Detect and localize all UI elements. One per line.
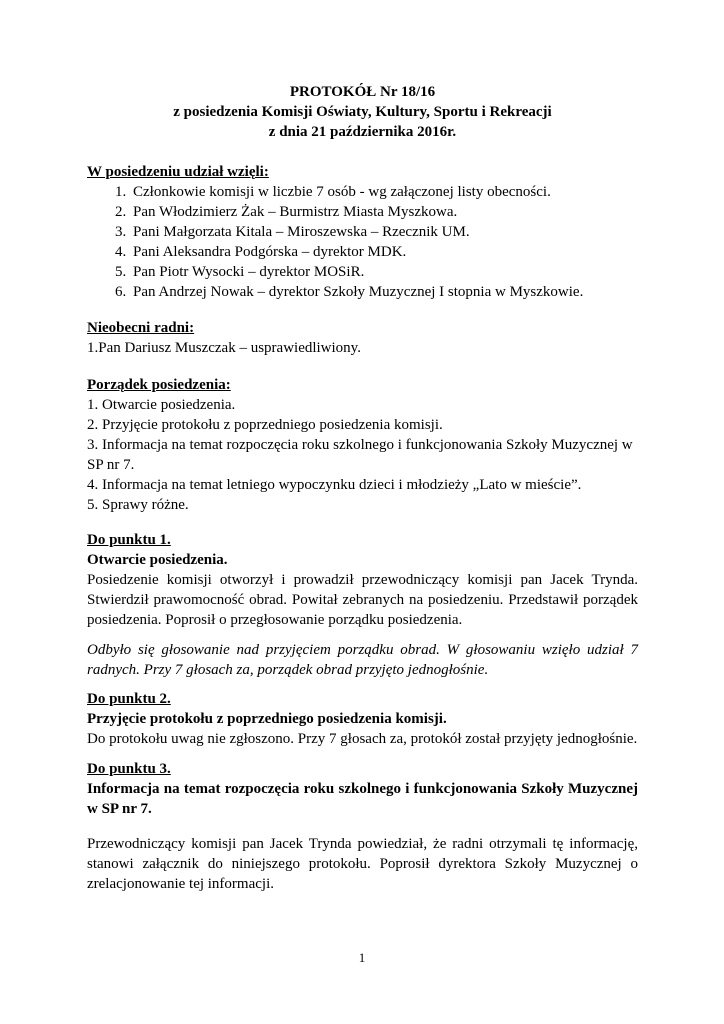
- title-line-1: PROTOKÓŁ Nr 18/16: [289, 84, 436, 100]
- absent-section: [87, 318, 638, 358]
- point-2-body: Do protokołu uwag nie zgłoszono. Przy 7 głosach za, protokół został przyjęty jednogłośnie.: [87, 731, 638, 747]
- list-item: 6. Pan Andrzej Nowak – dyrektor Szkoły Muzycznej I stopnia w Myszkowie.: [130, 282, 638, 302]
- attendance-section: [87, 162, 638, 302]
- point-3-body: Przewodniczący komisji pan Jacek Trynda powiedział, że radni otrzymali tę informację, stanowi załącznik do niniejszego protokołu. Poprosił dyrektora Szkoły Muzycznej o zrelacjonowanie tej informacji.: [87, 836, 638, 892]
- point-2-subheading: Przyjęcie protokołu z poprzedniego posiedzenia komisji.: [87, 711, 447, 727]
- point-2-section: [87, 689, 638, 749]
- point-3-subheading: Informacja na temat rozpoczęcia roku szkolnego i funkcjonowania Szkoły Muzycznej w SP nr 7.: [87, 781, 638, 817]
- list-item: 1. Członkowie komisji w liczbie 7 osób - wg załączonej listy obecności.: [130, 182, 638, 202]
- list-item: 5. Pan Piotr Wysocki – dyrektor MOSiR.: [130, 262, 638, 282]
- agenda-section: [87, 375, 638, 515]
- point-2-heading: Do punktu 2.: [87, 691, 171, 707]
- point-1-heading: Do punktu 1.: [87, 532, 171, 548]
- absent-line: 1.Pan Dariusz Muszczak – usprawiedliwiony.: [87, 340, 361, 356]
- agenda-item: 2. Przyjęcie protokołu z poprzedniego posiedzenia komisji.: [87, 417, 443, 433]
- point-1-subheading: Otwarcie posiedzenia.: [87, 552, 228, 568]
- attendance-list: [87, 182, 638, 302]
- point-3-section: [87, 759, 638, 819]
- agenda-item: 5. Sprawy różne.: [87, 497, 189, 513]
- point-1-section: [87, 530, 638, 630]
- title-line-3: z dnia 21 października 2016r.: [268, 124, 457, 140]
- agenda-item: 3. Informacja na temat rozpoczęcia roku szkolnego i funkcjonowania Szkoły Muzycznej w SP nr 7.: [87, 437, 633, 473]
- attendance-heading: W posiedzeniu udział wzięli:: [87, 164, 269, 180]
- point-1-body: Posiedzenie komisji otworzył i prowadził przewodniczący komisji pan Jacek Trynda. Stwierdził prawomocność obrad. Powitał zebranych na posiedzeniu. Przedstawił porządek posiedzenia. Poprosił o przegłosowanie porządku posiedzenia.: [87, 572, 638, 628]
- agenda-item: 1. Otwarcie posiedzenia.: [87, 397, 236, 413]
- document-title: [87, 82, 638, 142]
- point-3-heading: Do punktu 3.: [87, 761, 171, 777]
- list-item: 2. Pan Włodzimierz Żak – Burmistrz Miasta Myszkowa.: [130, 202, 638, 222]
- page-number: 1: [358, 950, 366, 965]
- agenda-heading: Porządek posiedzenia:: [87, 377, 231, 393]
- agenda-item: 4. Informacja na temat letniego wypoczynku dzieci i młodzieży „Lato w mieście”.: [87, 477, 582, 493]
- absent-heading: Nieobecni radni:: [87, 320, 195, 336]
- list-item: 4. Pani Aleksandra Podgórska – dyrektor MDK.: [130, 242, 638, 262]
- point-1-vote: Odbyło się głosowanie nad przyjęciem porządku obrad. W głosowaniu wzięło udział 7 radnych. Przy 7 głosach za, porządek obrad przyjęto jednogłośnie.: [87, 642, 638, 678]
- title-line-2: z posiedzenia Komisji Oświaty, Kultury, Sportu i Rekreacji: [173, 104, 552, 120]
- list-item: 3. Pani Małgorzata Kitala – Miroszewska – Rzecznik UM.: [130, 222, 638, 242]
